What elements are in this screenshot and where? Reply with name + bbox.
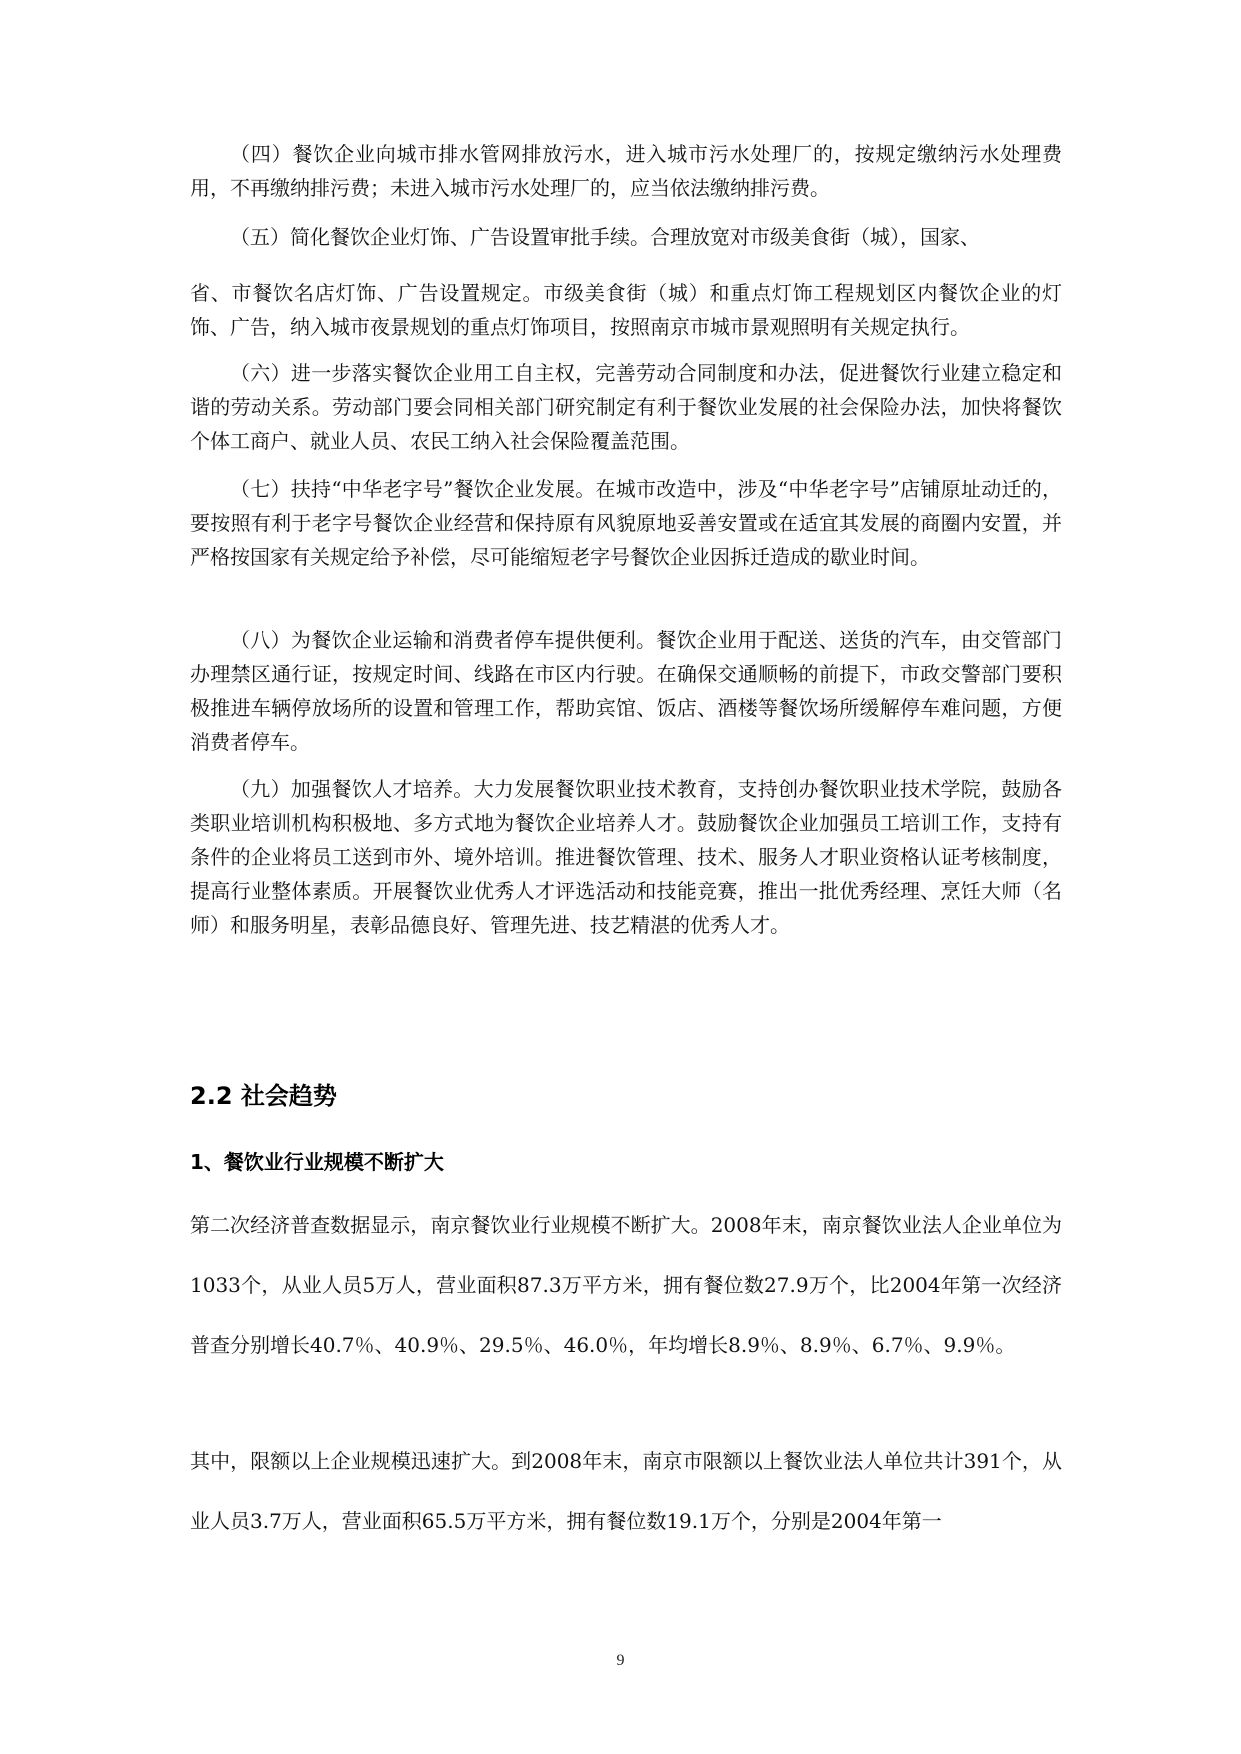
page-number: 9: [616, 1652, 625, 1669]
paragraph-5-part1: （五）简化餐饮企业灯饰、广告设置审批手续。合理放宽对市级美食街（城），国家、: [230, 225, 980, 249]
paragraph-6: （六）进一步落实餐饮企业用工自主权，完善劳动合同制度和办法，促进餐饮行业建立稳定和谐的劳动关系。劳动部门要会同相关部门研究制定有利于餐饮业发展的社会保险办法，加快将餐饮个体工商户、就业人员、农民工纳入社会保险覆盖范围。: [190, 361, 1062, 453]
paragraph-5-part2: 省、市餐饮名店灯饰、广告设置规定。市级美食街（城）和重点灯饰工程规划区内餐饮企业的灯饰、广告，纳入城市夜景规划的重点灯饰项目，按照南京市城市景观照明有关规定执行。: [190, 281, 1062, 339]
body-paragraph-scale: 第二次经济普查数据显示，南京餐饮业行业规模不断扩大。2008年末，南京餐饮业法人企业单位为1033个，从业人员5万人，营业面积87.3万平方米，拥有餐位数27.9万个，比2004年第一次经济普查分别增长40.7％、40.9％、29.5％、46.0％，年均增长8.9％、8.9％、6.7％、9.9％。: [190, 1213, 1062, 1357]
body-paragraph-above-quota: 其中，限额以上企业规模迅速扩大。到2008年末，南京市限额以上餐饮业法人单位共计391个，从业人员3.7万人，营业面积65.5万平方米，拥有餐位数19.1万个，分别是2004年第一: [190, 1449, 1062, 1533]
paragraph-9: （九）加强餐饮人才培养。大力发展餐饮职业技术教育，支持创办餐饮职业技术学院，鼓励各类职业培训机构积极地、多方式地为餐饮企业培养人才。鼓励餐饮企业加强员工培训工作，支持有条件的企业将员工送到市外、境外培训。推进餐饮管理、技术、服务人才职业资格认证考核制度，提高行业整体素质。开展餐饮业优秀人才评选活动和技能竞赛，推出一批优秀经理、烹饪大师（名师）和服务明星，表彰品德良好、管理先进、技艺精湛的优秀人才。: [190, 777, 1062, 937]
subsection-heading: 1、餐饮业行业规模不断扩大: [190, 1150, 444, 1174]
paragraph-8: （八）为餐饮企业运输和消费者停车提供便利。餐饮企业用于配送、送货的汽车，由交管部门办理禁区通行证，按规定时间、线路在市区内行驶。在确保交通顺畅的前提下，市政交警部门要积极推进车辆停放场所的设置和管理工作，帮助宾馆、饭店、酒楼等餐饮场所缓解停车难问题，方便消费者停车。: [190, 628, 1062, 754]
section-heading: 2.2 社会趋势: [190, 1082, 337, 1110]
paragraph-4: （四）餐饮企业向城市排水管网排放污水，进入城市污水处理厂的，按规定缴纳污水处理费用，不再缴纳排污费；未进入城市污水处理厂的，应当依法缴纳排污费。: [190, 142, 1062, 200]
paragraph-7: （七）扶持“中华老字号”餐饮企业发展。在城市改造中，涉及“中华老字号”店铺原址动迁的，要按照有利于老字号餐饮企业经营和保持原有风貌原地妥善安置或在适宜其发展的商圈内安置，并严格按国家有关规定给予补偿，尽可能缩短老字号餐饮企业因拆迁造成的歇业时间。: [190, 477, 1062, 569]
